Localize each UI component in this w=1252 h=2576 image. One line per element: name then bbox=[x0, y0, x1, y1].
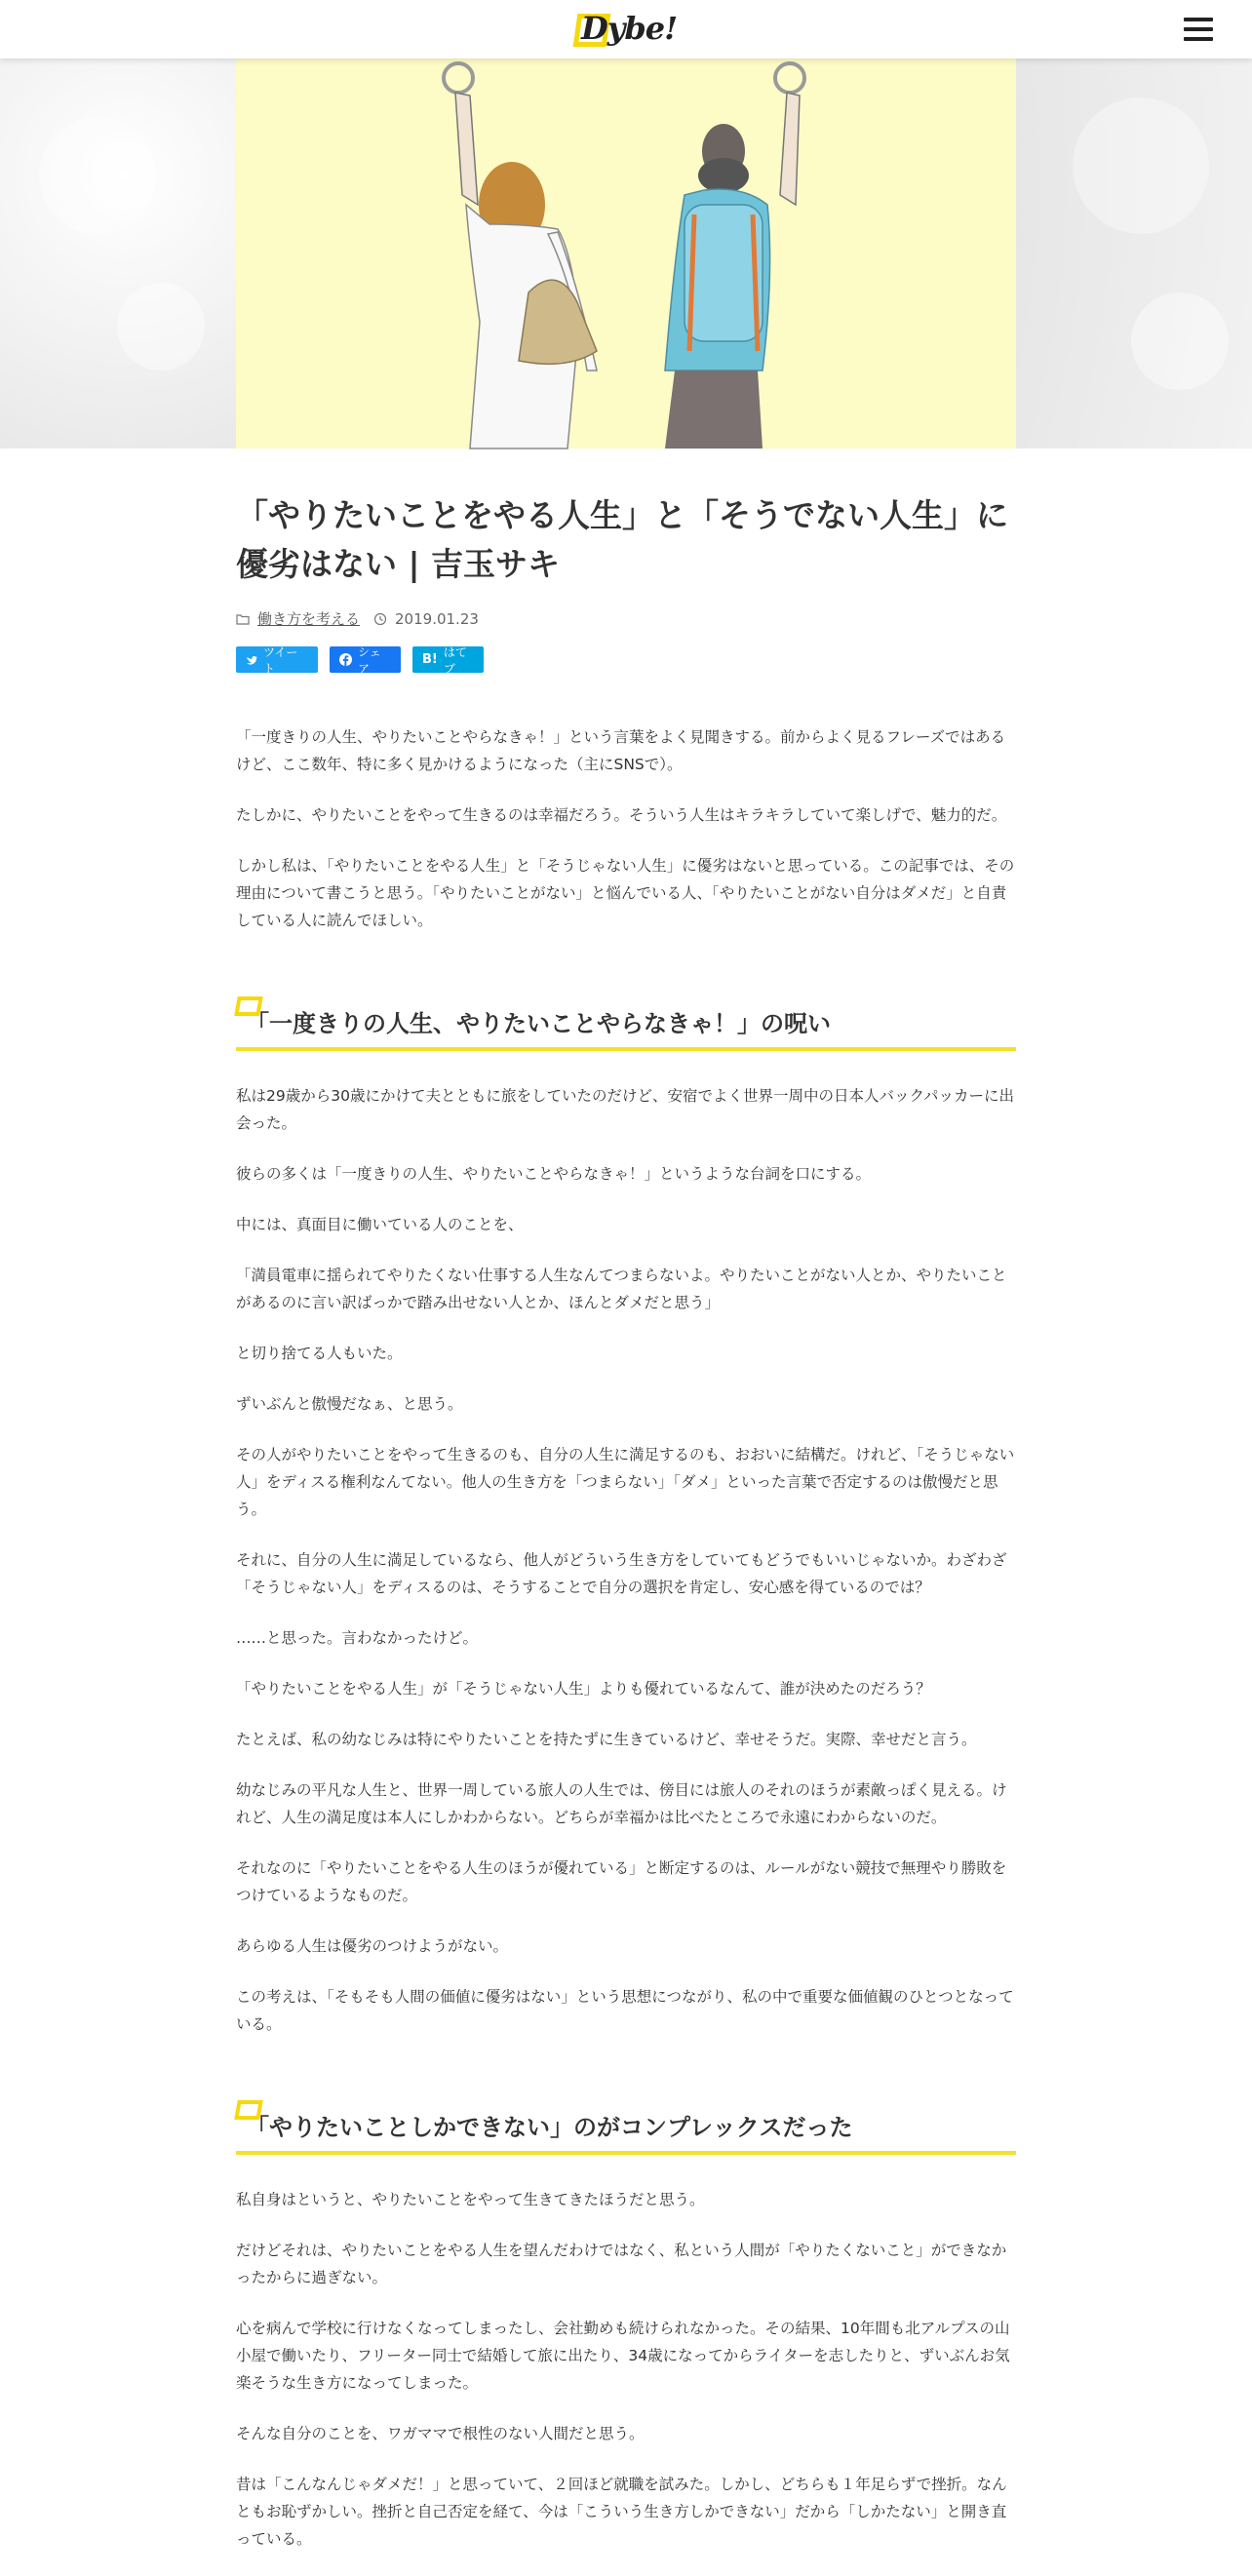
paragraph: たしかに、やりたいことをやって生きるのは幸福だろう。そういう人生はキラキラしていて楽しげで、魅力的だ。 bbox=[236, 806, 1007, 824]
paragraph: その人がやりたいことをやって生きるのも、自分の人生に満足するのも、おおいに結構だ。けれど、「そうじゃない人」をディスる権利なんてない。他人の生き方を「つまらない」「ダメ」といった言葉で否定するのは傲慢だと思う。 bbox=[236, 1446, 1015, 1518]
site-header bbox=[0, 0, 1252, 59]
paragraph: たとえば、私の幼なじみは特にやりたいことを持たずに生きているけど、幸せそうだ。実際、幸せだと言う。 bbox=[236, 1731, 977, 1748]
article-body bbox=[236, 723, 1016, 2553]
paragraph: 「やりたいことをやる人生」が「そうじゃない人生」よりも優れているなんて、誰が決めたのだろう？ bbox=[236, 1680, 931, 1698]
heading-mark-icon bbox=[234, 996, 263, 1016]
tweet-button[interactable] bbox=[236, 644, 318, 676]
paragraph: 心を病んで学校に行けなくなってしまったし、会社勤めも続けられなかった。その結果、10年間も北アルプスの山小屋で働いたり、フリーター同士で結婚して旅に出たり、34歳になってからライターを志したりと、ずいぶんお気楽そうな生き方になってしまった。 bbox=[236, 2320, 1010, 2392]
logo-text: Dybe! bbox=[581, 10, 678, 47]
section-heading: 「やりたいことしかできない」のがコンプレックスだった bbox=[236, 2106, 1016, 2155]
paragraph: それなのに「やりたいことをやる人生のほうが優れている」と断定するのは、ルールがない競技で無理やり勝敗をつけているようなものだ。 bbox=[236, 1859, 1007, 1904]
facebook-share-button[interactable] bbox=[330, 644, 401, 676]
paragraph: あらゆる人生は優劣のつけようがない。 bbox=[236, 1937, 509, 1955]
paragraph: 昔は「こんなんじゃダメだ！」と思っていて、２回ほど就職を試みた。しかし、どちらも１年足らずで挫折。なんともお恥ずかしい。挫折と自己否定を経て、今は「こういう生き方しかできない」だから「しかたない」と開き直っている。 bbox=[236, 2476, 1007, 2548]
hatena-icon: B! bbox=[422, 652, 438, 667]
paragraph: ずいぶんと傲慢だなぁ、と思う。 bbox=[236, 1395, 463, 1413]
site-logo[interactable] bbox=[575, 10, 677, 49]
share-buttons bbox=[236, 644, 1016, 676]
article-meta bbox=[236, 608, 1016, 629]
paragraph: と切り捨てる人もいた。 bbox=[236, 1345, 403, 1362]
hero-image bbox=[0, 59, 1252, 449]
paragraph: 私自身はというと、やりたいことをやって生きてきたほうだと思う。 bbox=[236, 2191, 705, 2208]
train-passengers-drawing bbox=[236, 59, 1016, 449]
paragraph: 「一度きりの人生、やりたいことやらなきゃ！」という言葉をよく見聞きする。前からよく見るフレーズではあるけど、ここ数年、特に多く見かけるようになった（主にSNSで）。 bbox=[236, 728, 1006, 773]
share-label: シェア bbox=[358, 644, 381, 676]
paragraph: だけどそれは、やりたいことをやる人生を望んだわけではなく、私という人間が「やりたくないこと」ができなかったからに過ぎない。 bbox=[236, 2242, 1007, 2286]
heading-mark-icon bbox=[234, 2100, 263, 2120]
paragraph: この考えは、「そもそも人間の価値に優劣はない」という思想につながり、私の中で重要な価値観のひとつとなっている。 bbox=[236, 1988, 1014, 2033]
clock-icon bbox=[373, 612, 387, 626]
paragraph: 「満員電車に揺られてやりたくない仕事する人生なんてつまらないよ。やりたいことがない人とか、やりたいことがあるのに言い訳ばっかで踏み出せない人とか、ほんとダメだと思う」 bbox=[236, 1267, 1007, 1311]
folder-icon bbox=[236, 612, 250, 626]
article bbox=[236, 449, 1016, 2576]
commuter-illustration bbox=[236, 59, 1016, 449]
hatena-label: はてブ bbox=[443, 644, 467, 676]
section-heading: 「一度きりの人生、やりたいことやらなきゃ！」の呪い bbox=[236, 1002, 1016, 1051]
paragraph: しかし私は、「やりたいことをやる人生」と「そうじゃない人生」に優劣はないと思っている。この記事では、その理由について書こうと思う。「やりたいことがない」と悩んでいる人、「やりたいことがない自分はダメだ」と自責している人に読んでほしい。 bbox=[236, 857, 1015, 929]
paragraph: 私は29歳から30歳にかけて夫とともに旅をしていたのだけど、安宿でよく世界一周中の日本人バックパッカーに出会った。 bbox=[236, 1087, 1015, 1132]
hatena-bookmark-button[interactable] bbox=[412, 644, 484, 676]
article-title: 「やりたいことをやる人生」と「そうでない人生」に優劣はない | 吉玉サキ bbox=[236, 496, 1008, 583]
paragraph: 幼なじみの平凡な人生と、世界一周している旅人の人生では、傍目には旅人のそれのほうが素敵っぽく見える。けれど、人生の満足度は本人にしかわからない。どちらが幸福かは比べたところで永遠にわからないのだ。 bbox=[236, 1781, 1007, 1826]
facebook-icon bbox=[339, 653, 352, 666]
paragraph: それに、自分の人生に満足しているなら、他人がどういう生き方をしていてもどうでもいいじゃないか。わざわざ「そうじゃない人」をディスるのは、そうすることで自分の選択を肯定し、安心感を得ているのでは？ bbox=[236, 1551, 1007, 1596]
hamburger-icon[interactable] bbox=[1184, 18, 1213, 41]
paragraph: 彼らの多くは「一度きりの人生、やりたいことやらなきゃ！」というような台詞を口にする。 bbox=[236, 1165, 872, 1183]
tweet-label: ツイート bbox=[263, 644, 298, 676]
paragraph: 中には、真面目に働いている人のことを、 bbox=[236, 1216, 524, 1233]
publish-date: 2019.01.23 bbox=[395, 609, 479, 628]
paragraph: そんな自分のことを、ワガママで根性のない人間だと思う。 bbox=[236, 2425, 645, 2442]
twitter-icon bbox=[246, 654, 257, 666]
category-link[interactable]: 働き方を考える bbox=[257, 610, 361, 628]
paragraph: ……と思った。言わなかったけど。 bbox=[236, 1629, 479, 1647]
